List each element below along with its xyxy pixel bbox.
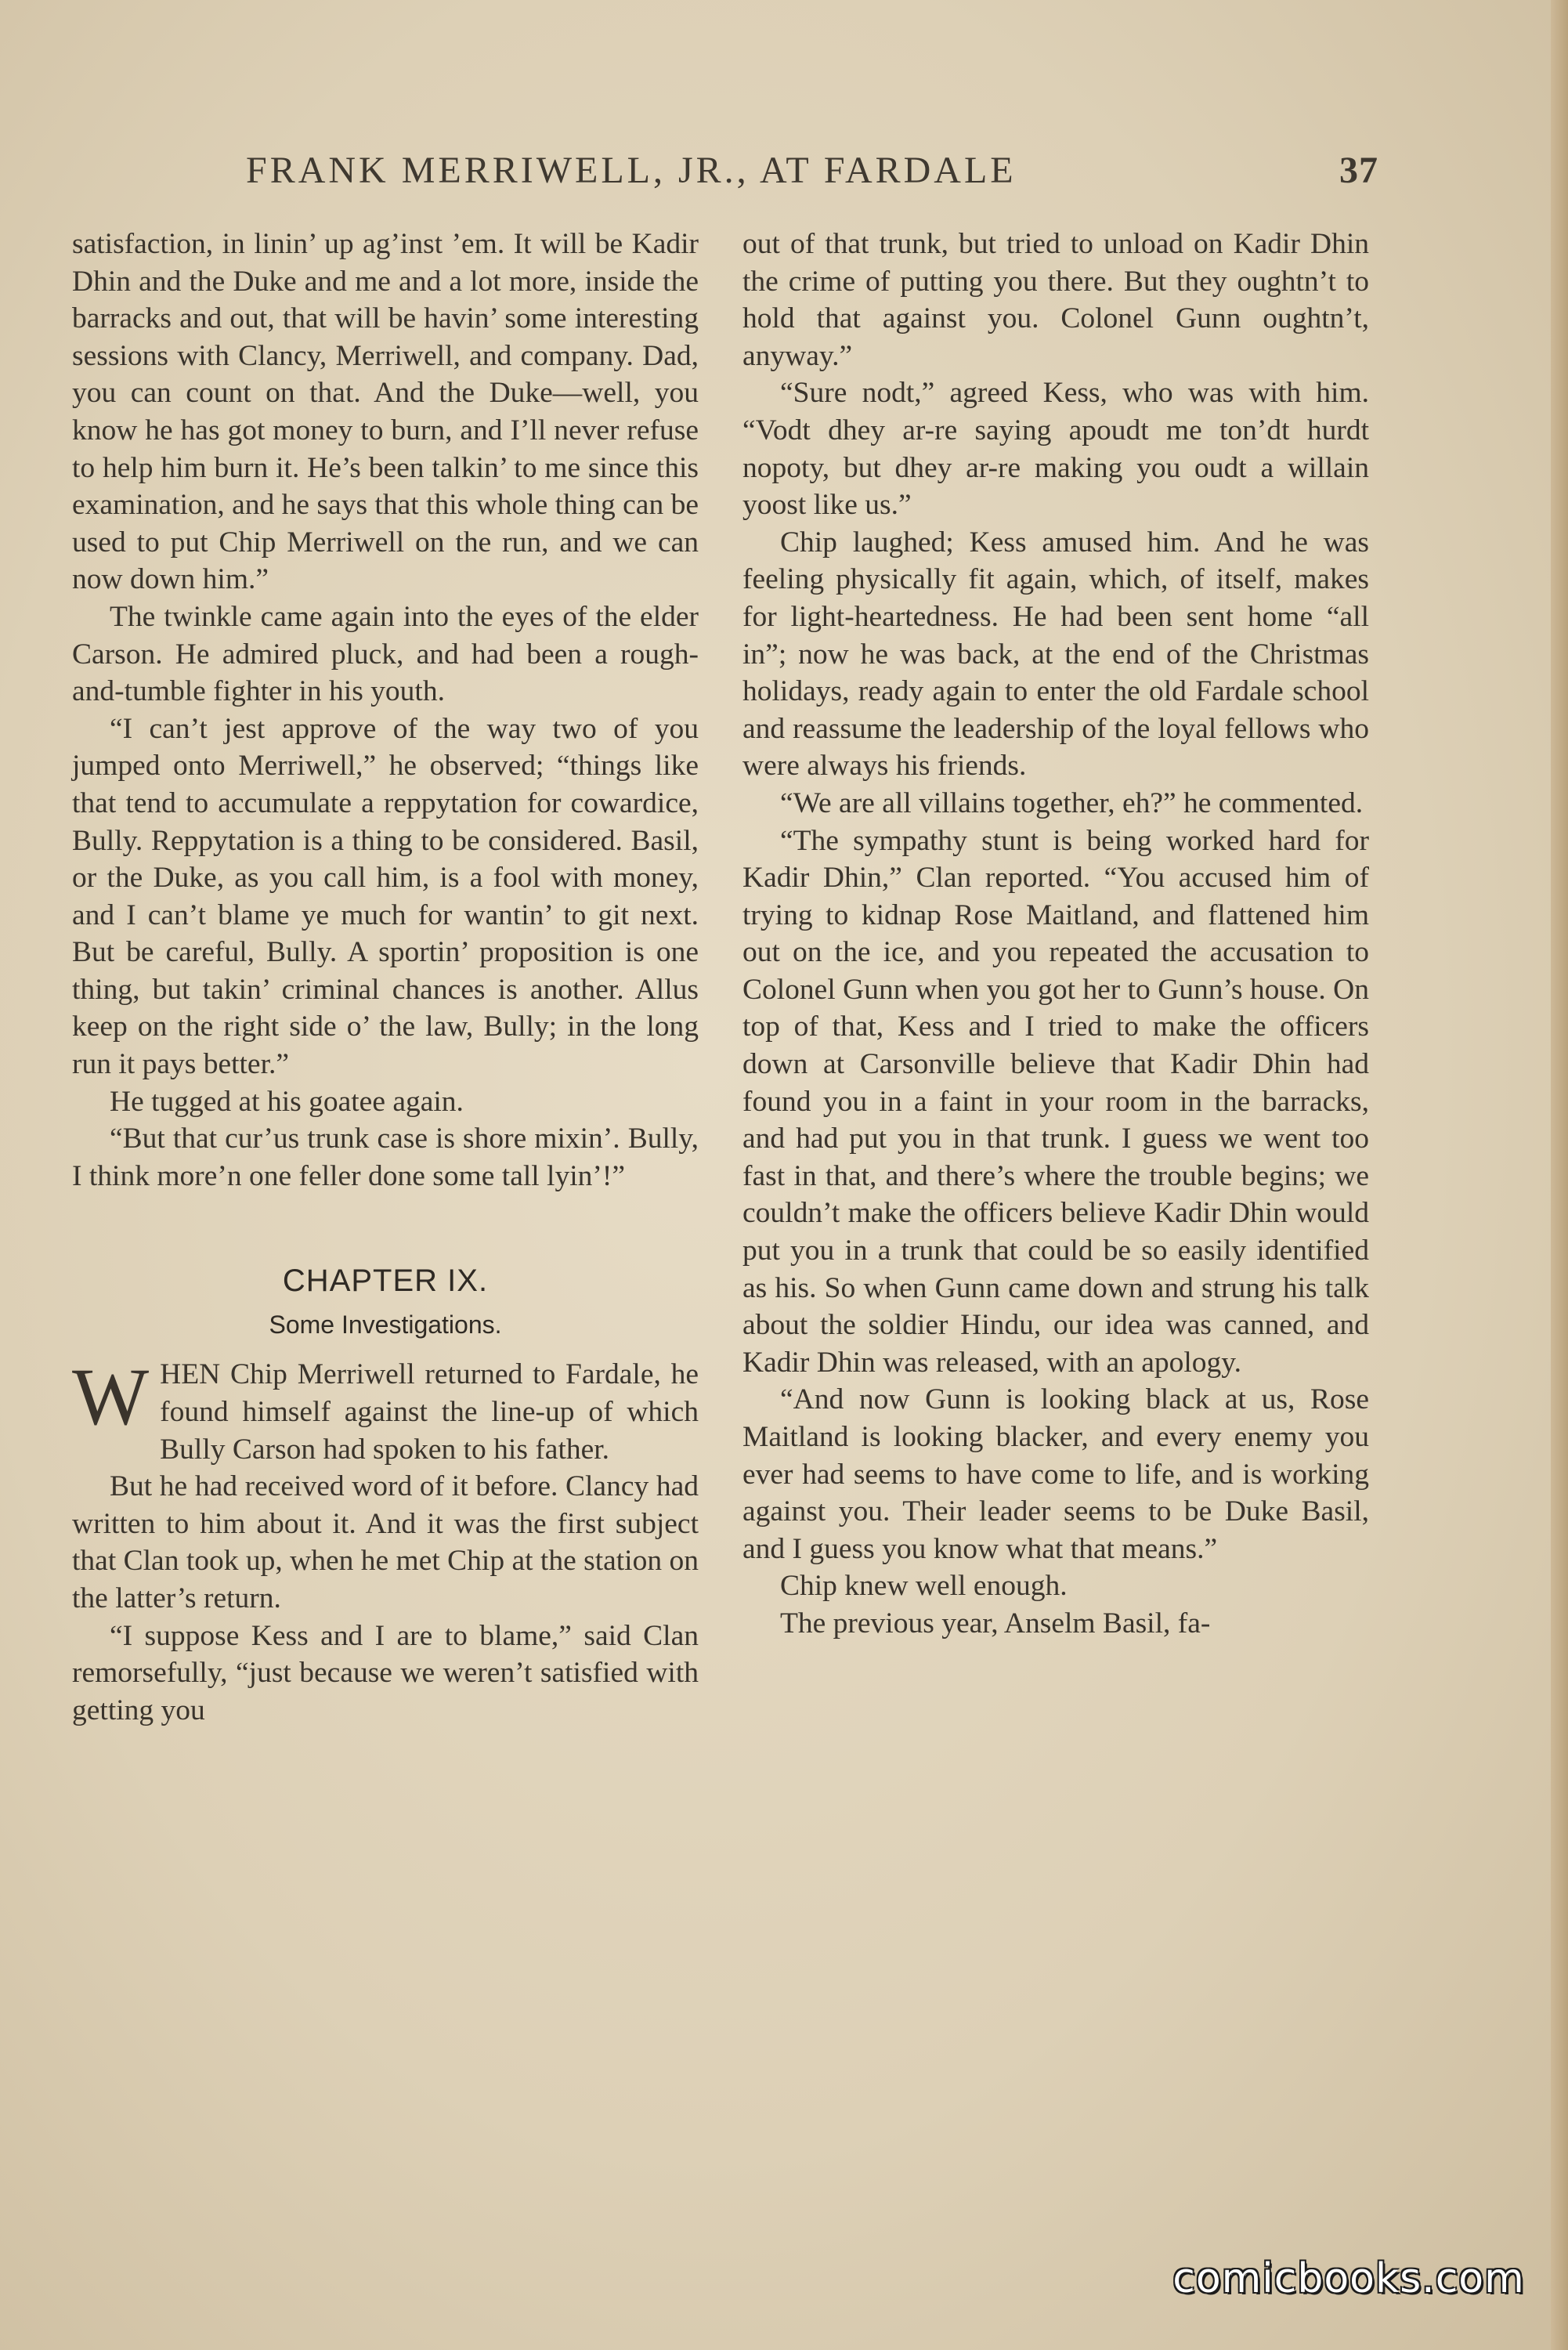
site-watermark: comicbooks.com bbox=[1172, 2255, 1525, 2302]
paragraph: “The sympathy stunt is being worked hard for Kadir Dhin,” Clan reported. “You accused him of trying to kidnap Rose Maitland, and flattened him out on the ice, and you repeated the accusation to Colonel Gunn when you got her to Gunn’s house. On top of that, Kess and I tried to make the officers down at Carsonville believe that Kadir Dhin had found you in a faint in your room in the barracks, and had put you in that trunk. I guess we went too fast in that, and there’s where the trouble begins; we couldn’t make the officers believe Kadir Dhin would put you in a trunk that could be so easily identified as his. So when Gunn came down and strung his talk about the soldier Hindu, our idea was canned, and Kadir Dhin was released, with an apology. bbox=[742, 824, 1369, 1379]
paragraph: satisfaction, in linin’ up ag’inst ’em. It will be Kadir Dhin and the Duke and me and a lot more, inside the barracks and out, that will be havin’ some interesting sessions with Clancy, Merriwell, and company. Dad, you can count on that. And the Duke—well, you know he has got money to burn, and I’ll never refuse to help him burn it. He’s been talkin’ to me since this examination, and he says that this whole thing can be used to put Chip Merriwell on the run, and we can now down him.” bbox=[72, 228, 699, 596]
paragraph: “But that cur’us trunk case is shore mixin’. Bully, I think more’n one feller done some tall lyin’!” bbox=[72, 1123, 699, 1192]
paragraph: He tugged at his goatee again. bbox=[110, 1085, 464, 1118]
paragraph: But he had received word of it before. Clancy had written to him about it. And it was the first subject that Clan took up, when he met Chip at the station on the latter’s return. bbox=[72, 1470, 699, 1614]
chapter-subtitle: Some Investigations. bbox=[269, 1311, 502, 1340]
paragraph: “I can’t jest approve of the way two of you jumped onto Merriwell,” he observed; “things like that tend to accumulate a reppytation for cowardice, Bully. Reppytation is a thing to be considered. Basil, or the Duke, as you call him, is a fool with money, and I can’t blame ye much for wantin’ to git next. But be careful, Bully. A sportin’ proposition is one thing, but takin’ criminal chances is another. Allus keep on the right side o’ the law, Bully; in the long run it pays better.” bbox=[72, 712, 699, 1081]
page-edge bbox=[1551, 0, 1568, 2350]
paragraph: “We are all villains together, eh?” he commented. bbox=[780, 786, 1364, 819]
paragraph: “I suppose Kess and I are to blame,” said Clan remorsefully, “just because we weren’t satisfied with getting you bbox=[72, 1619, 699, 1726]
drop-cap: W bbox=[72, 1352, 150, 1443]
chapter-heading: CHAPTER IX. bbox=[282, 1264, 489, 1299]
paragraph: The previous year, Anselm Basil, fa- bbox=[780, 1607, 1211, 1640]
left-column bbox=[72, 226, 699, 1729]
paragraph: “Sure nodt,” agreed Kess, who was with him. “Vodt dhey ar-re saying apoudt me ton’dt hurdt nopoty, but dhey ar-re making you oudt a willain yoost like us.” bbox=[742, 377, 1369, 522]
paragraph: The twinkle came again into the eyes of the elder Carson. He admired pluck, and had been a rough-and-tumble fighter in his youth. bbox=[72, 600, 699, 708]
paragraph: Chip knew well enough. bbox=[780, 1570, 1068, 1603]
running-title: FRANK MERRIWELL, JR., AT FARDALE bbox=[246, 150, 1017, 191]
paragraph: out of that trunk, but tried to unload on Kadir Dhin the crime of putting you there. But they oughtn’t to hold that against you. Colonel Gunn oughtn’t, anyway.” bbox=[742, 228, 1369, 372]
paragraph: Chip laughed; Kess amused him. And he was feeling physically fit again, which, of itself, makes for light-heartedness. He had been sent home “all in”; now he was back, at the end of the Christmas holidays, ready again to enter the old Fardale school and reassume the leadership of the loyal fellows who were always his friends. bbox=[742, 526, 1369, 783]
paragraph-text: HEN Chip Merriwell returned to Fardale, he found himself against the line-up of which Bully Carson had spoken to his father. bbox=[160, 1358, 699, 1466]
page-header bbox=[235, 149, 1378, 204]
page-number: 37 bbox=[1339, 150, 1378, 191]
paragraph: “And now Gunn is looking black at us, Rose Maitland is looking blacker, and every enemy you ever had seems to have come to life, and is working against you. Their leader seems to be Duke Basil, and I guess you know what that means.” bbox=[742, 1383, 1369, 1565]
chapter-opening-paragraph bbox=[72, 1352, 699, 1468]
right-column bbox=[742, 226, 1369, 1643]
